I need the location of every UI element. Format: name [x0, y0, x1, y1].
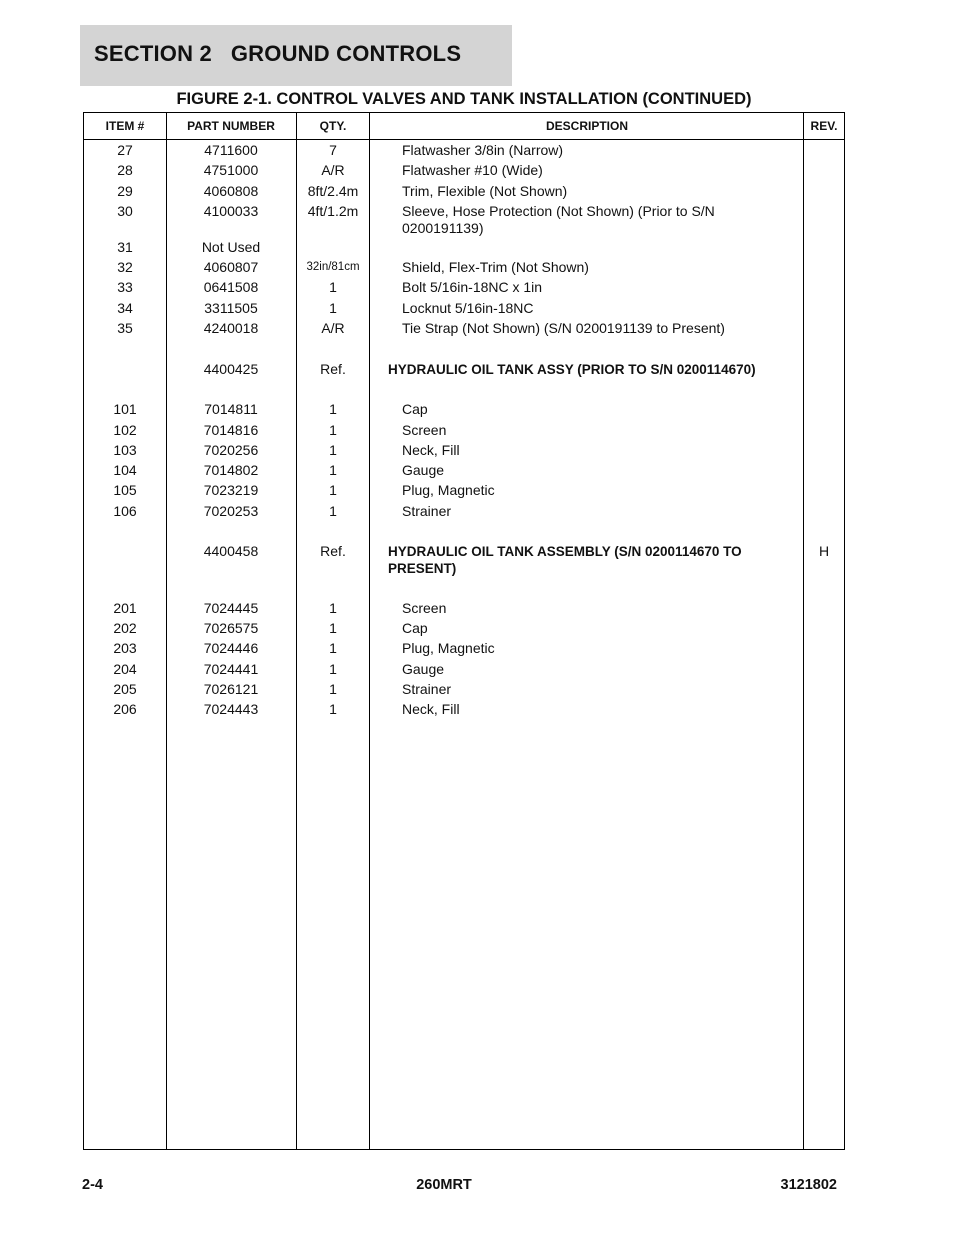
item-cell: 35 [117, 320, 133, 337]
table-row [84, 420, 844, 440]
qty-cell: 1 [329, 401, 337, 418]
table-row [84, 541, 844, 577]
item-cell: 33 [117, 279, 133, 296]
qty-cell: 1 [329, 619, 337, 636]
qty-cell: 1 [329, 482, 337, 499]
table-row [84, 237, 844, 257]
rev-cell [804, 160, 844, 162]
rev-cell [804, 298, 844, 300]
qty-cell: 1 [329, 421, 337, 438]
part-number-cell: 7026575 [203, 619, 259, 636]
item-cell: 31 [117, 238, 133, 255]
part-number-cell: 4400425 [203, 360, 259, 377]
part-number-cell: 4060807 [203, 259, 259, 276]
header-part-number: PART NUMBER [187, 119, 275, 133]
part-number-cell: 7024445 [203, 599, 259, 616]
blank-row [84, 379, 844, 399]
part-number-cell: 4751000 [203, 162, 259, 179]
qty-cell [296, 237, 370, 239]
part-number-cell: 4711600 [204, 142, 258, 158]
description-cell: Sleeve, Hose Protection (Not Shown) (Prior to S/N 0200191139) [402, 202, 715, 236]
part-number-cell: 7023219 [203, 482, 259, 499]
description-cell: Plug, Magnetic [402, 482, 495, 499]
qty-cell: 32in/81cm [306, 261, 360, 274]
part-number-cell: 7020253 [203, 502, 259, 519]
rev-cell [804, 480, 844, 482]
rev-cell [804, 501, 844, 503]
part-number-cell: 7014816 [203, 421, 259, 438]
header-description: DESCRIPTION [545, 119, 628, 133]
rev-cell [804, 181, 844, 183]
qty-cell: A/R [321, 320, 345, 337]
rev-cell [804, 359, 844, 361]
qty-cell: 1 [329, 680, 337, 697]
section-title: SECTION 2 GROUND CONTROLS [94, 41, 462, 66]
parts-table [83, 112, 845, 1150]
item-cell: 105 [113, 482, 137, 499]
description-cell: Cap [402, 401, 428, 418]
blank-row [84, 338, 844, 358]
part-number-cell: 7024441 [203, 660, 259, 677]
description-cell: Gauge [402, 660, 445, 677]
description-cell: Flatwasher #10 (Wide) [402, 162, 543, 179]
blank-row [84, 577, 844, 597]
qty-cell: 1 [329, 502, 337, 519]
table-row [84, 440, 844, 460]
table-row [84, 140, 844, 160]
item-cell: 206 [113, 701, 137, 718]
table-row [84, 257, 844, 277]
qty-cell: 1 [329, 279, 337, 296]
table-row [84, 160, 844, 180]
part-number-cell: 7024446 [203, 640, 259, 657]
item-cell: 32 [117, 259, 133, 276]
figure-title: FIGURE 2-1. CONTROL VALVES AND TANK INSTALLATION (CONTINUED) [176, 90, 752, 108]
description-cell [370, 237, 790, 239]
part-number-cell: 4240018 [203, 320, 259, 337]
item-cell: 101 [113, 401, 137, 418]
part-number-cell: 7020256 [203, 441, 259, 458]
table-row [84, 501, 844, 521]
part-number-cell: 3311505 [204, 299, 258, 316]
rev-cell [804, 140, 844, 142]
document-number: 3121802 [780, 1177, 837, 1193]
description-cell: Plug, Magnetic [402, 640, 495, 657]
rev-cell [804, 659, 844, 661]
rev-cell [804, 460, 844, 462]
item-cell: 30 [117, 202, 133, 219]
table-row [84, 298, 844, 318]
table-row [84, 277, 844, 297]
table-row [84, 318, 844, 338]
rev-cell [804, 237, 844, 239]
table-row [84, 480, 844, 500]
rev-cell [804, 318, 844, 320]
table-row [84, 359, 844, 379]
table-row [84, 679, 844, 699]
qty-cell: 1 [329, 640, 337, 657]
description-cell: Locknut 5/16in-18NC [402, 299, 534, 316]
description-cell: Strainer [402, 502, 452, 519]
item-cell: 102 [113, 421, 137, 438]
item-cell: 34 [117, 299, 133, 316]
qty-cell: 1 [329, 441, 337, 458]
qty-cell: 1 [329, 599, 337, 616]
qty-cell: 1 [329, 462, 337, 479]
header-qty: QTY. [319, 119, 347, 133]
item-cell: 205 [113, 680, 137, 697]
qty-cell: 4ft/1.2m [307, 202, 359, 219]
part-number-cell: 7026121 [203, 680, 259, 697]
part-number-cell: 4100033 [203, 202, 259, 219]
qty-cell: 8ft/2.4m [307, 182, 359, 199]
description-cell: HYDRAULIC OIL TANK ASSY (PRIOR TO S/N 0200114670) [388, 361, 756, 377]
qty-cell: Ref. [320, 543, 346, 560]
rev-cell [804, 598, 844, 600]
rev-cell [804, 679, 844, 681]
header-rev: REV. [810, 119, 838, 133]
rev-cell [804, 618, 844, 620]
qty-cell: 1 [329, 701, 337, 718]
rev-cell [804, 257, 844, 259]
description-cell: Strainer [402, 680, 452, 697]
qty-cell: 1 [329, 660, 337, 677]
item-cell [84, 359, 166, 361]
description-cell: Shield, Flex-Trim (Not Shown) [402, 259, 589, 276]
part-number-cell: 4400458 [203, 543, 259, 560]
rev-cell [804, 277, 844, 279]
item-cell: 27 [117, 142, 133, 158]
description-cell: HYDRAULIC OIL TANK ASSEMBLY (S/N 0200114670 TO PRESENT) [388, 544, 742, 577]
part-number-cell: 4060808 [203, 182, 259, 199]
description-cell: Neck, Fill [402, 701, 460, 718]
model-name: 260MRT [416, 1177, 472, 1193]
description-cell: Bolt 5/16in-18NC x 1in [402, 279, 543, 296]
qty-cell: Ref. [320, 360, 346, 377]
part-number-cell: Not Used [201, 238, 261, 255]
table-body [84, 140, 844, 719]
rev-cell [804, 201, 844, 203]
item-cell: 28 [117, 162, 133, 179]
item-cell: 29 [117, 182, 133, 199]
description-cell: Neck, Fill [402, 441, 460, 458]
description-cell: Gauge [402, 462, 445, 479]
item-cell: 106 [113, 502, 137, 519]
table-row [84, 399, 844, 419]
description-cell: Tie Strap (Not Shown) (S/N 0200191139 to Present) [402, 320, 725, 337]
item-cell: 104 [113, 462, 137, 479]
item-cell: 203 [113, 640, 137, 657]
page-number: 2-4 [82, 1177, 103, 1193]
table-row [84, 618, 844, 638]
description-cell: Trim, Flexible (Not Shown) [402, 182, 568, 199]
table-row [84, 659, 844, 679]
rev-cell [804, 699, 844, 701]
item-cell: 103 [113, 441, 137, 458]
part-number-cell: 7014802 [203, 462, 259, 479]
item-cell: 201 [113, 599, 137, 616]
table-row [84, 201, 844, 237]
table-row [84, 638, 844, 658]
item-cell: 202 [113, 619, 137, 636]
part-number-cell: 7024443 [203, 701, 259, 718]
section-header-box [80, 25, 512, 86]
rev-cell: H [818, 543, 830, 560]
table-row [84, 598, 844, 618]
rev-cell [804, 440, 844, 442]
rev-cell [804, 638, 844, 640]
table-row [84, 460, 844, 480]
rev-cell [804, 420, 844, 422]
header-item: ITEM # [105, 119, 145, 133]
item-cell [84, 541, 166, 543]
description-cell: Cap [402, 619, 428, 636]
description-cell: Flatwasher 3/8in (Narrow) [402, 142, 564, 158]
table-row [84, 699, 844, 719]
table-row [84, 181, 844, 201]
part-number-cell: 0641508 [203, 279, 259, 296]
description-cell: Screen [402, 599, 447, 616]
description-cell: Screen [402, 421, 447, 438]
rev-cell [804, 399, 844, 401]
part-number-cell: 7014811 [204, 401, 258, 418]
blank-row [84, 521, 844, 541]
qty-cell: 7 [329, 142, 337, 158]
qty-cell: 1 [329, 299, 337, 316]
item-cell: 204 [113, 660, 137, 677]
qty-cell: A/R [321, 162, 345, 179]
